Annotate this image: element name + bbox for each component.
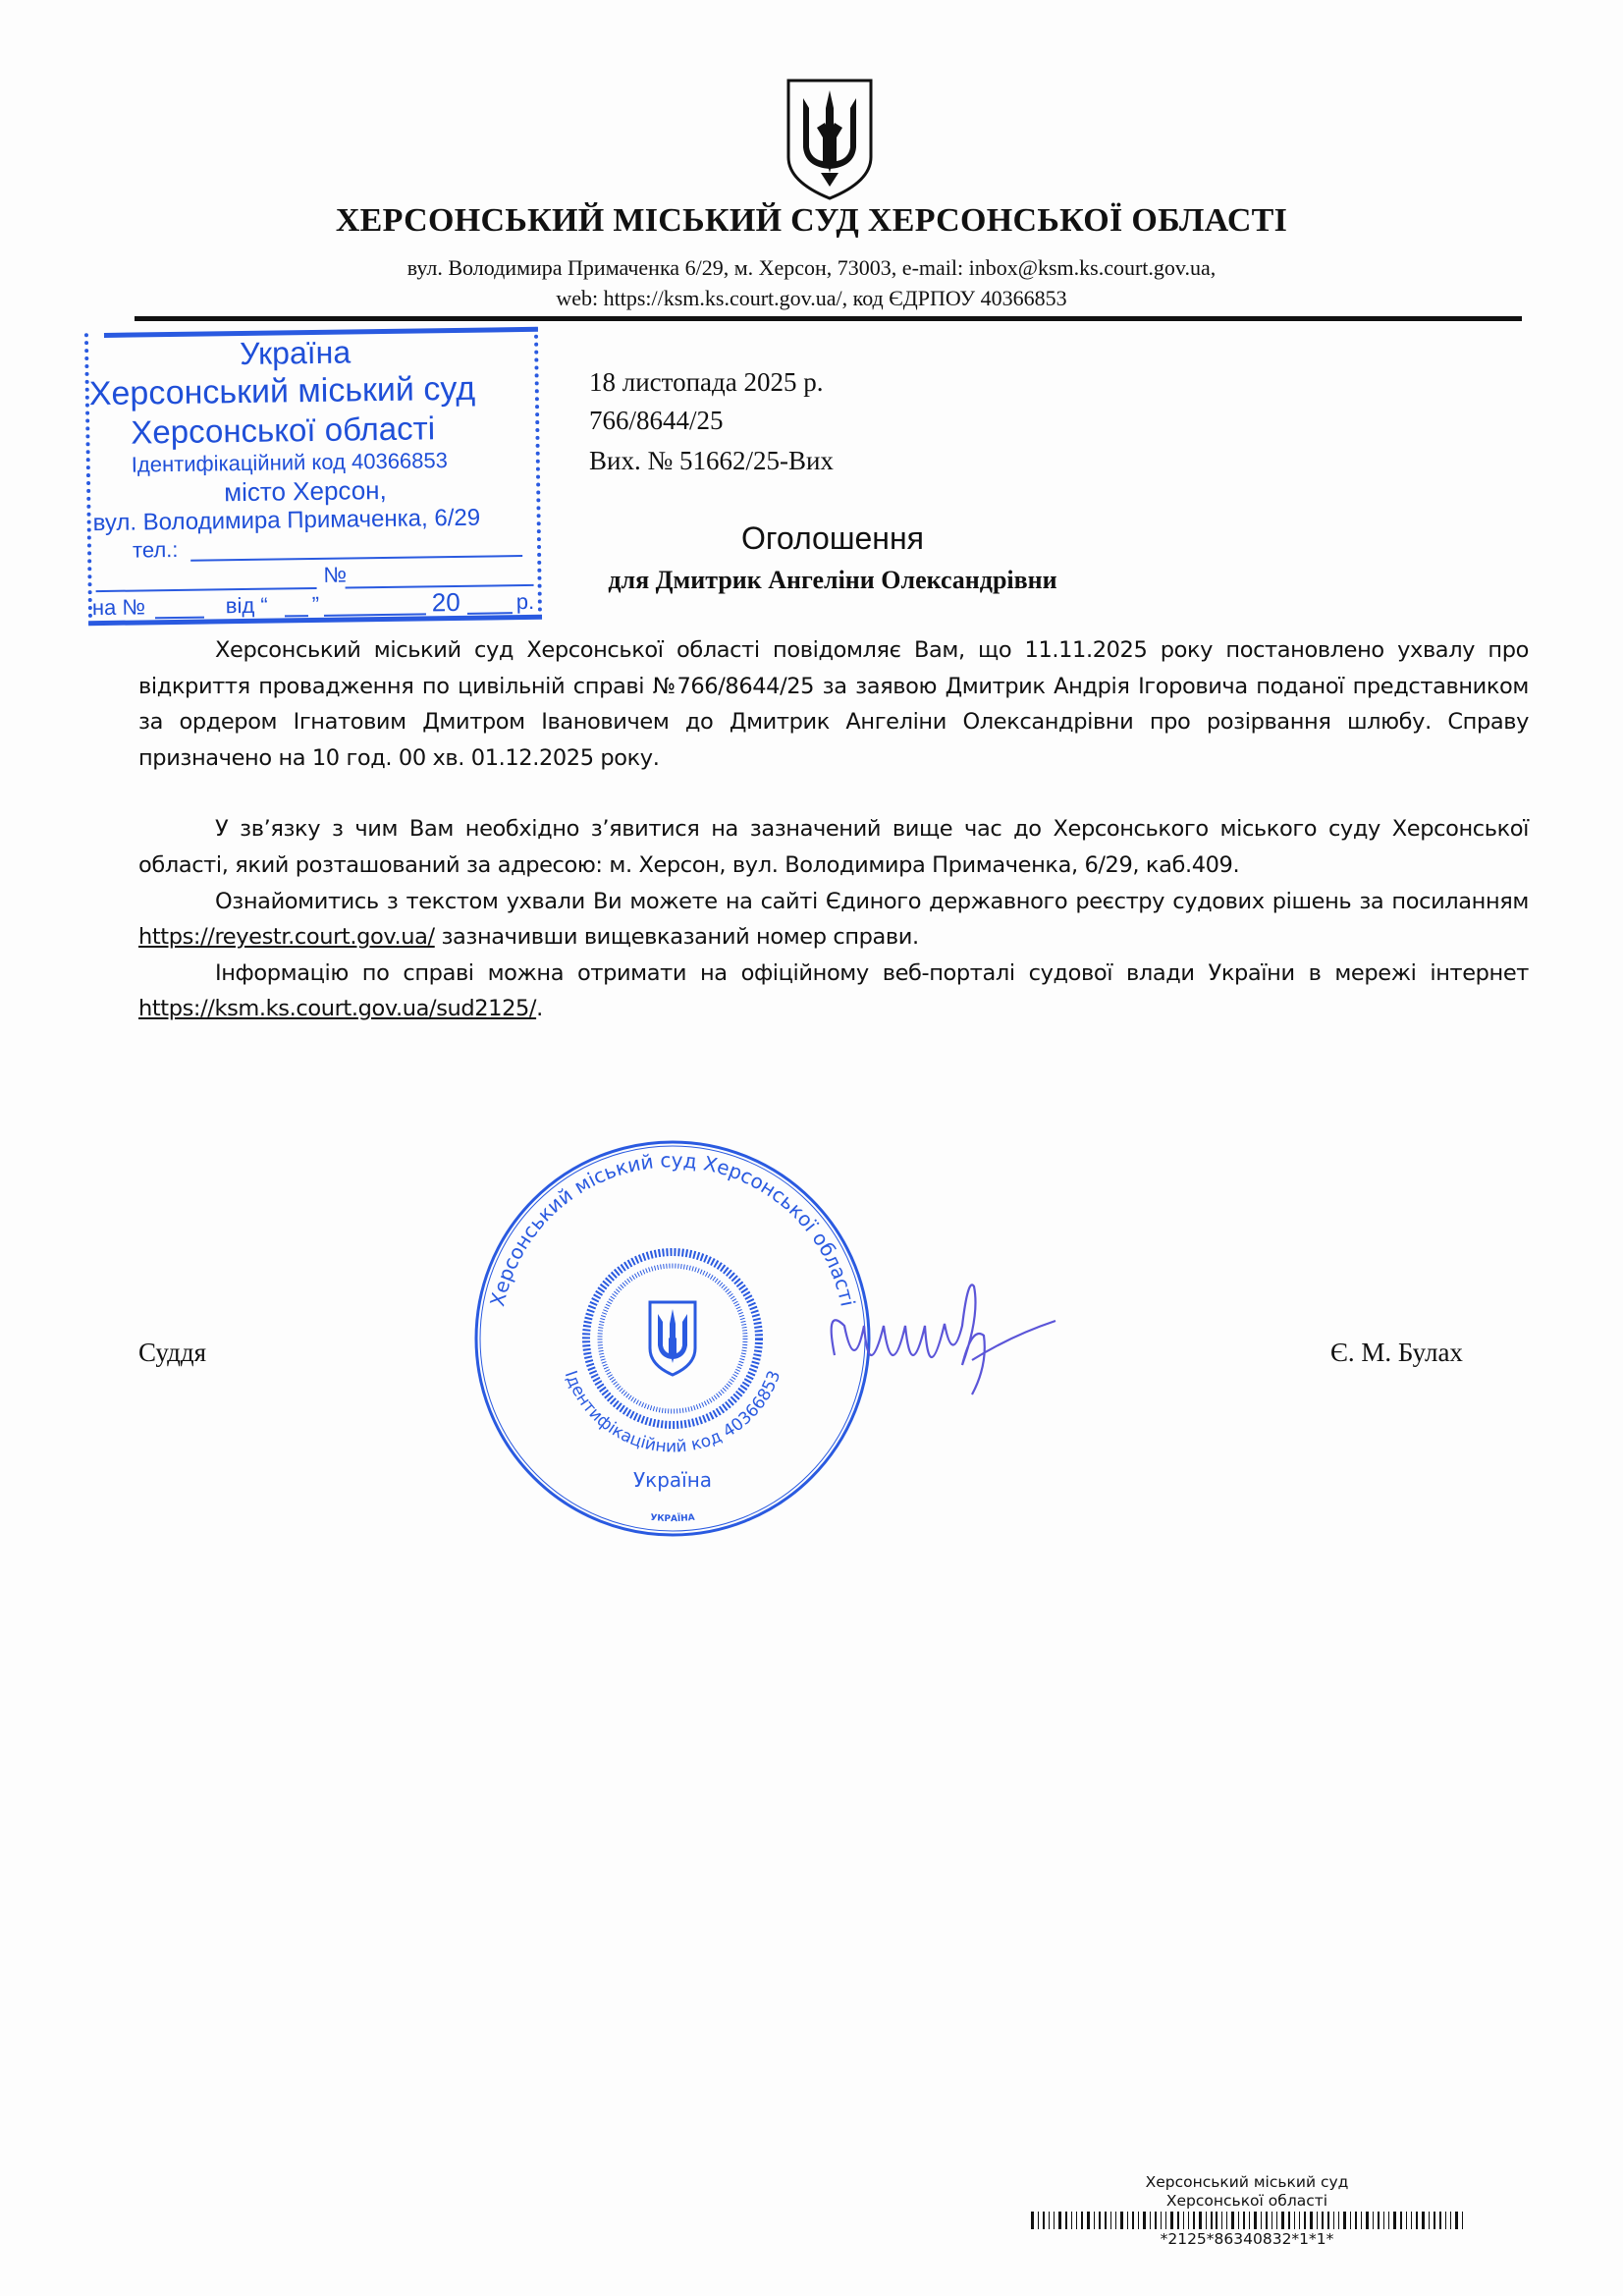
barcode-bar <box>1155 2212 1157 2229</box>
stamp-line: 20 <box>431 586 460 618</box>
barcode-bar <box>1333 2212 1334 2229</box>
barcode-bar <box>1081 2212 1083 2229</box>
barcode-court-line2: Херсонської області <box>1165 2192 1328 2210</box>
barcode-bar <box>1400 2212 1402 2229</box>
stamp-line: ” <box>311 591 320 618</box>
court-portal-link[interactable]: https://ksm.ks.court.gov.ua/sud2125/ <box>138 996 537 1022</box>
announcement-title: Оголошення <box>741 520 924 556</box>
seal-ring-text: УКРАЇНА <box>649 1512 696 1525</box>
barcode-number: *2125*86340832*1*1* <box>1160 2230 1334 2248</box>
barcode-bar <box>1038 2212 1039 2229</box>
barcode-bar <box>1165 2212 1166 2229</box>
barcode-bar <box>1049 2212 1050 2229</box>
handwritten-signature <box>815 1267 1060 1404</box>
barcode-bar <box>1199 2212 1202 2229</box>
barcode-bar <box>1299 2212 1300 2229</box>
barcode-bar <box>1071 2212 1072 2229</box>
barcode-bar <box>1411 2212 1412 2229</box>
barcode-bar <box>1350 2212 1351 2229</box>
barcode-bar <box>1462 2212 1463 2229</box>
paragraph-registry <box>138 884 1529 956</box>
barcode-bar <box>1188 2212 1189 2229</box>
barcode-bar <box>1393 2212 1396 2229</box>
barcode-bar <box>1322 2212 1324 2229</box>
stamp-line: від “ <box>225 592 268 619</box>
barcode-bars <box>1031 2212 1463 2229</box>
case-number: 766/8644/25 <box>589 406 724 435</box>
barcode-bar <box>1094 2212 1095 2229</box>
court-web-info: web: https://ksm.ks.court.gov.ua/, код ЄДРПОУ 40366853 <box>556 286 1067 310</box>
barcode-bar <box>1238 2212 1239 2229</box>
seal-inner-text: Ідентифікаційний код 40366853 <box>560 1368 785 1457</box>
barcode-bar <box>1254 2212 1257 2229</box>
text: . <box>536 996 543 1022</box>
outgoing-number: Вих. № 51662/25-Вих <box>589 446 834 475</box>
court-address: вул. Володимира Примаченка 6/29, м. Херсон, 73003, e-mail: inbox@ksm.ks.court.gov.ua, <box>406 255 1217 280</box>
stamp-line: Україна <box>239 334 352 372</box>
barcode-bar <box>1271 2212 1272 2229</box>
paragraph-appearance: У зв’язку з чим Вам необхідно з’явитися на зазначений вище час до Херсонського міського суду Херсонської області, який розташований за адресою: м. Херсон, вул. Володимира Примаченка, 6/29, каб.409. <box>138 816 1529 878</box>
registry-link[interactable]: https://reyestr.court.gov.ua/ <box>138 924 435 951</box>
barcode-bar <box>1378 2212 1380 2229</box>
barcode-bar <box>1361 2212 1362 2229</box>
barcode-bar <box>1058 2212 1061 2229</box>
stamp-line: вул. Володимира Примаченка, 6/29 <box>92 504 481 537</box>
barcode-bar <box>1231 2212 1234 2229</box>
barcode-bar <box>1243 2212 1245 2229</box>
paragraph-portal <box>138 956 1529 1027</box>
barcode-bar <box>1455 2212 1458 2229</box>
barcode-bar <box>1373 2212 1374 2229</box>
barcode-bar <box>1054 2212 1055 2229</box>
barcode-bar <box>1031 2212 1034 2229</box>
barcode-bar <box>1043 2212 1045 2229</box>
trident-emblem-icon <box>785 79 874 200</box>
judge-role: Суддя <box>138 1338 207 1367</box>
barcode-bar <box>1110 2212 1111 2229</box>
barcode-bar <box>1226 2212 1227 2229</box>
barcode-bar <box>1132 2212 1134 2229</box>
barcode-bar <box>1429 2212 1430 2229</box>
announcement-body <box>138 632 1529 1027</box>
stamp-line: Херсонської області <box>131 410 436 451</box>
barcode-bar <box>1150 2212 1151 2229</box>
text: Ознайомитись з текстом ухвали Ви можете на сайті Єдиного державного реєстру судових рішень за посиланням <box>215 888 1529 914</box>
barcode-bar <box>1099 2212 1101 2229</box>
barcode-bar <box>1288 2212 1290 2229</box>
barcode-bar <box>1450 2212 1451 2229</box>
barcode-bar <box>1317 2212 1318 2229</box>
barcode-bar <box>1193 2212 1195 2229</box>
stamp-line: на № <box>91 594 146 621</box>
barcode-bar <box>1221 2212 1222 2229</box>
barcode-court-line1: Херсонський міський суд <box>1145 2173 1349 2191</box>
stamp-line: Херсонський міський суд <box>88 369 476 413</box>
seal-outer-text: Херсонський міський суд Херсонської області <box>485 1148 860 1309</box>
barcode-bar <box>1065 2212 1067 2229</box>
barcode-bar <box>1355 2212 1357 2229</box>
barcode-bar <box>1105 2212 1107 2229</box>
barcode-bar <box>1343 2212 1346 2229</box>
barcode-bar <box>1216 2212 1217 2229</box>
stamp-line: р. <box>515 588 535 615</box>
barcode-bar <box>1338 2212 1339 2229</box>
barcode-bar <box>1170 2212 1173 2229</box>
barcode-bar <box>1161 2212 1162 2229</box>
barcode-bar <box>1211 2212 1213 2229</box>
barcode-bar <box>1261 2212 1262 2229</box>
paragraph-notice: Херсонський міський суд Херсонської області повідомляє Вам, що 11.11.2025 року постановлено ухвалу про відкриття провадження по цивільній справі №766/8644/25 за заявою Дмитрик Андрія Ігоровича поданої представником за ордером Ігнатовим Дмитром Івановичем до Дмитрик Ангеліни Олександрівни про розірвання шлюбу. Справу призначено на 10 год. 00 хв. 01.12.2025 року. <box>138 637 1529 771</box>
seal-bottom-text: Україна <box>632 1468 713 1492</box>
barcode-bar <box>1310 2212 1313 2229</box>
judge-name: Є. М. Булах <box>1330 1338 1463 1367</box>
header-divider <box>135 316 1522 321</box>
barcode-bar <box>1177 2212 1179 2229</box>
document-barcode <box>1021 2173 1473 2249</box>
barcode-bar <box>1422 2212 1425 2229</box>
barcode-bar <box>1439 2212 1441 2229</box>
text: зазначивши вищевказаний номер справи. <box>434 924 919 951</box>
barcode-bar <box>1445 2212 1446 2229</box>
stamp-line: тел.: <box>132 536 179 563</box>
barcode-bar <box>1281 2212 1284 2229</box>
barcode-bar <box>1183 2212 1184 2229</box>
barcode-bar <box>1087 2212 1090 2229</box>
barcode-bar <box>1294 2212 1295 2229</box>
barcode-bar <box>1434 2212 1435 2229</box>
barcode-bar <box>1276 2212 1277 2229</box>
barcode-bar <box>1406 2212 1407 2229</box>
barcode-bar <box>1143 2212 1146 2229</box>
document-date: 18 листопада 2025 р. <box>589 367 824 397</box>
barcode-bar <box>1304 2212 1306 2229</box>
barcode-bar <box>1120 2212 1123 2229</box>
svg-text:Херсонський міський суд Херсон <box>485 1148 859 1308</box>
stamp-line: Ідентифікаційний код 40366853 <box>131 448 449 477</box>
text: Інформацію по справі можна отримати на офіційному веб-порталі судової влади України в мережі інтернет <box>215 959 1529 986</box>
barcode-bar <box>1076 2212 1077 2229</box>
svg-text:УКРАЇНА <box>650 1513 695 1524</box>
court-seal <box>471 1137 874 1540</box>
barcode-bar <box>1206 2212 1207 2229</box>
barcode-bar <box>1249 2212 1250 2229</box>
announcement-addressee: для Дмитрик Ангеліни Олександрівни <box>608 566 1057 594</box>
barcode-bar <box>1327 2212 1329 2229</box>
stamp-line: місто Херсон, <box>224 474 387 508</box>
court-name-heading: ХЕРСОНСЬКИЙ МІСЬКИЙ СУД ХЕРСОНСЬКОЇ ОБЛАСТІ <box>335 202 1288 239</box>
barcode-bar <box>1383 2212 1384 2229</box>
barcode-bar <box>1416 2212 1418 2229</box>
barcode-bar <box>1388 2212 1389 2229</box>
barcode-bar <box>1366 2212 1369 2229</box>
barcode-bar <box>1115 2212 1116 2229</box>
barcode-bar <box>1138 2212 1139 2229</box>
stamp-line: № <box>323 562 348 587</box>
barcode-bar <box>1127 2212 1128 2229</box>
barcode-bar <box>1266 2212 1268 2229</box>
